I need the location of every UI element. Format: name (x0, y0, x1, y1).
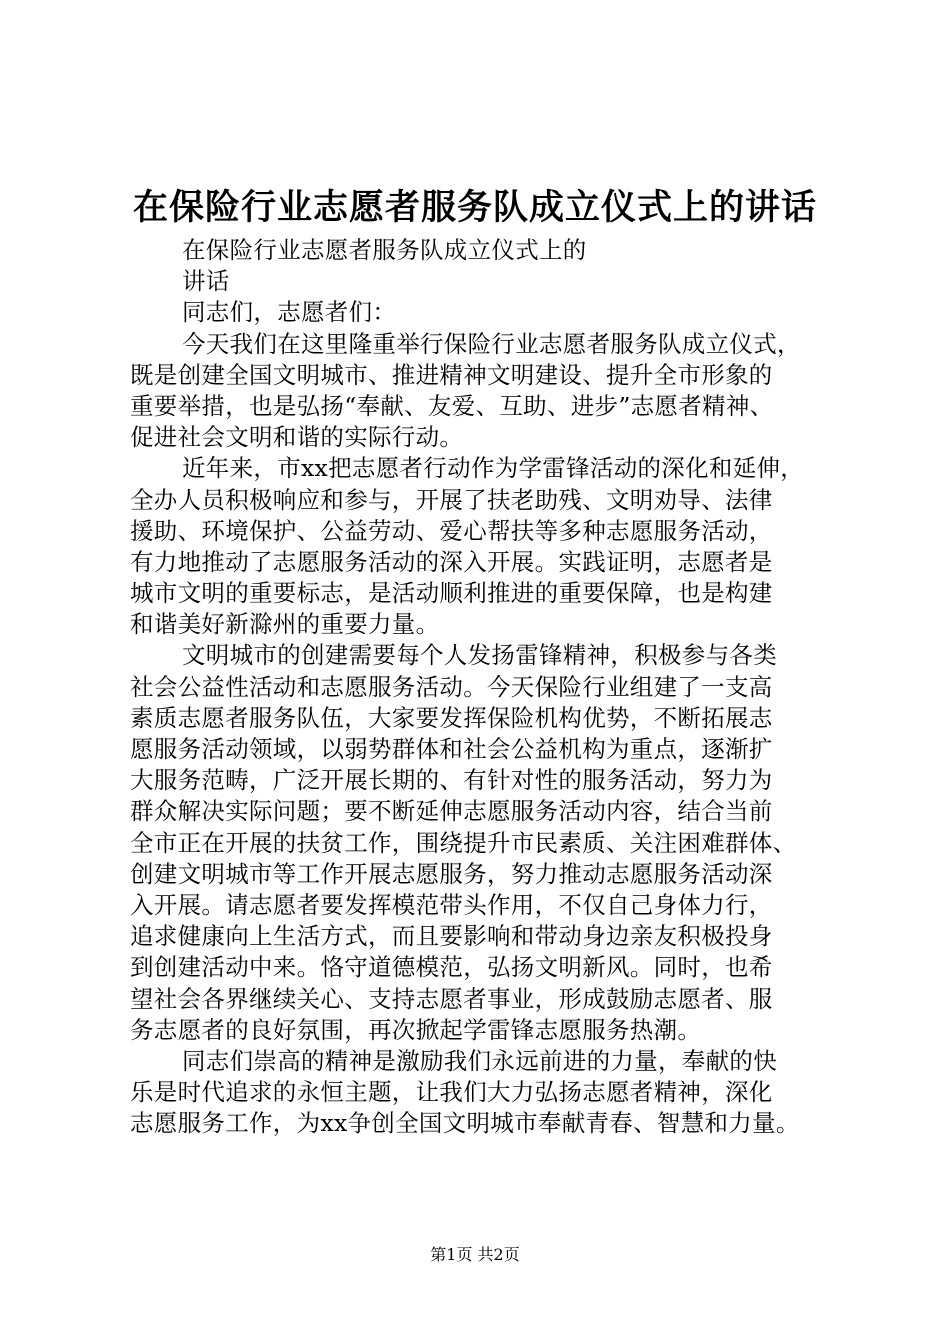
body-line: 群众解决实际问题；要不断延伸志愿服务活动内容，结合当前 (130, 797, 773, 826)
body-line: 和谐美好新滁州的重要力量。 (130, 610, 440, 639)
body-line: 在保险行业志愿者服务队成立仪式上的 (182, 236, 587, 264)
body-line: 近年来，市xx把志愿者行动作为学雷锋活动的深化和延伸， (182, 454, 805, 483)
body-line: 大服务范畴，广泛开展长期的、有针对性的服务活动，努力为 (130, 766, 773, 795)
body-line: 今天我们在这里隆重举行保险行业志愿者服务队成立仪式， (182, 329, 801, 358)
body-line: 既是创建全国文明城市、推进精神文明建设、提升全市形象的 (130, 360, 773, 389)
body-line: 促进社会文明和谐的实际行动。 (130, 423, 464, 452)
body-line: 同志们崇高的精神是激励我们永远前进的力量，奉献的快 (182, 1046, 777, 1075)
body-line: 有力地推动了志愿服务活动的深入开展。实践证明，志愿者是 (130, 547, 773, 576)
page-number-footer: 第1页 共2页 (430, 1245, 520, 1264)
body-line: 同志们，志愿者们： (182, 298, 397, 327)
body-line: 到创建活动中来。恪守道德模范，弘扬文明新风。同时，也希 (130, 953, 773, 982)
body-line: 城市文明的重要标志，是活动顺利推进的重要保障，也是构建 (130, 579, 773, 608)
body-line: 志愿服务工作，为xx争创全国文明城市奉献青春、智慧和力量。 (130, 1109, 800, 1138)
body-line: 追求健康向上生活方式，而且要影响和带动身边亲友积极投身 (130, 922, 773, 951)
body-line: 望社会各界继续关心、支持志愿者事业，形成鼓励志愿者、服 (130, 984, 773, 1013)
body-line: 援助、环境保护、公益劳动、爱心帮扶等多种志愿服务活动， (130, 516, 773, 545)
body-line: 重要举措，也是弘扬“奉献、友爱、互助、进步”志愿者精神、 (130, 391, 774, 420)
body-line: 社会公益性活动和志愿服务活动。今天保险行业组建了一支高 (130, 672, 773, 701)
body-line: 乐是时代追求的永恒主题，让我们大力弘扬志愿者精神，深化 (130, 1078, 773, 1107)
body-line: 愿服务活动领域，以弱势群体和社会公益机构为重点，逐渐扩 (130, 735, 773, 763)
body-line: 素质志愿者服务队伍，大家要发挥保险机构优势，不断拓展志 (130, 703, 773, 732)
document-title: 在保险行业志愿者服务队成立仪式上的讲话 (132, 188, 817, 228)
body-line: 入开展。请志愿者要发挥模范带头作用，不仅自己身体力行， (130, 890, 773, 919)
body-line: 全市正在开展的扶贫工作，围绕提升市民素质、关注困难群体、 (130, 828, 797, 857)
body-line: 创建文明城市等工作开展志愿服务，努力推动志愿服务活动深 (130, 859, 773, 888)
document-body (130, 235, 850, 1139)
body-line: 文明城市的创建需要每个人发扬雷锋精神，积极参与各类 (182, 641, 777, 670)
body-line: 务志愿者的良好氛围，再次掀起学雷锋志愿服务热潮。 (130, 1015, 702, 1044)
body-line: 讲话 (182, 267, 230, 296)
body-line: 全办人员积极响应和参与，开展了扶老助残、文明劝导、法律 (130, 485, 773, 514)
